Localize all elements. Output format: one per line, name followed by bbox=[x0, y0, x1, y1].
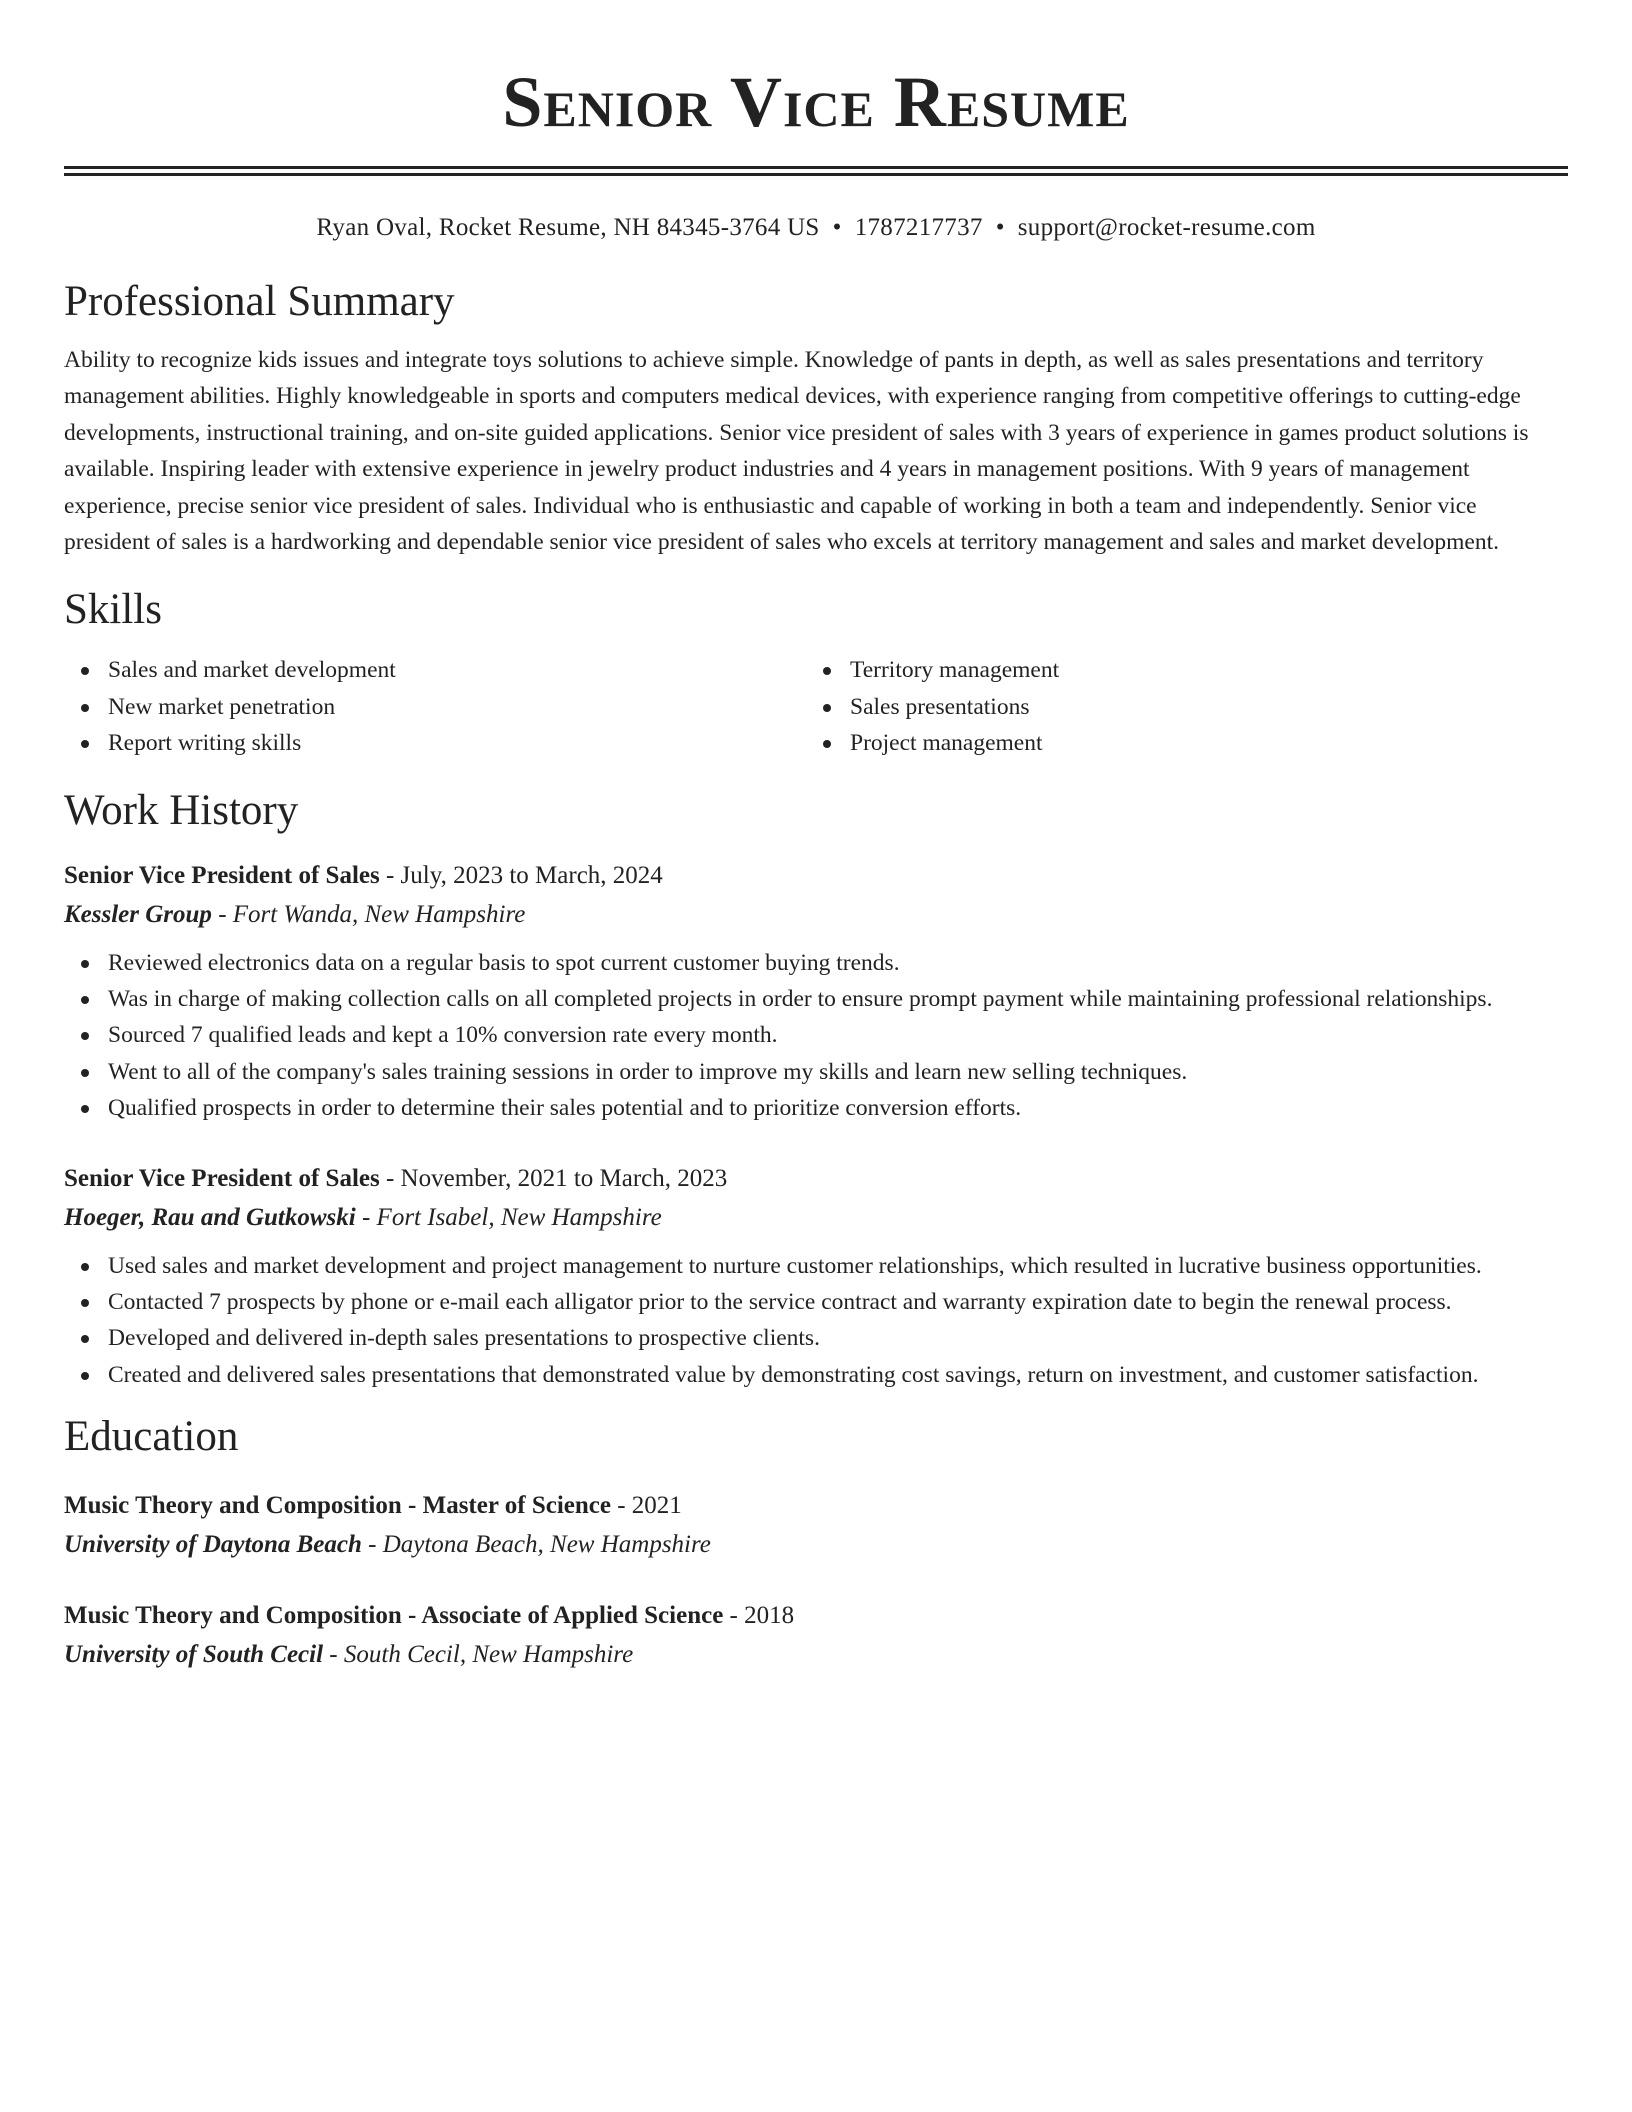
school: University of Daytona Beach bbox=[64, 1530, 362, 1558]
skills-column-right bbox=[806, 652, 1548, 761]
summary-heading: Professional Summary bbox=[64, 278, 455, 325]
job-company-line bbox=[64, 1198, 1568, 1238]
degree: Music Theory and Composition - Associate of Applied Science bbox=[64, 1601, 724, 1629]
skills-list bbox=[64, 652, 1568, 761]
summary-text: Ability to recognize kids issues and integrate toys solutions to achieve simple. Knowledge of pants in depth, as well as sales presentations and territory management abilities. Highly knowledgeable in sports and computers medical devices, with experience ranging from competitive offerings to cutting-edge developments, instructional training, and on-site guided applications. Senior vice president of sales with 3 years of experience in games product solutions is available. Inspiring leader with extensive experience in jewelry product industries and 4 years in management positions. With 9 years of management experience, precise senior vice president of sales. Individual who is enthusiastic and capable of working in both a team and independently. Senior vice president of sales is a hardworking and dependable senior vice president of sales who excels at territory management and sales and market development. bbox=[64, 347, 1529, 556]
job-bullet: Went to all of the company's sales training sessions in order to improve my skills and learn new selling techniques. bbox=[108, 1054, 1568, 1090]
job-title: Senior Vice President of Sales bbox=[64, 862, 380, 890]
job-company: Hoeger, Rau and Gutkowski bbox=[64, 1204, 356, 1232]
resume-title: Senior Vice Resume bbox=[502, 62, 1130, 142]
contact-line bbox=[64, 212, 1568, 244]
job-bullet: Was in charge of making collection calls on all completed projects in order to ensure prompt payment while maintaining professional relationships. bbox=[108, 981, 1568, 1017]
skill-item: New market penetration bbox=[108, 689, 806, 725]
job-bullets bbox=[64, 1248, 1568, 1393]
job-bullet: Created and delivered sales presentations that demonstrated value by demonstrating cost savings, return on investment, and customer satisfaction. bbox=[108, 1357, 1568, 1393]
job-title: Senior Vice President of Sales bbox=[64, 1165, 380, 1193]
job-title-line bbox=[64, 1160, 1568, 1198]
work-history-heading: Work History bbox=[64, 787, 299, 835]
job-bullet: Qualified prospects in order to determine their sales potential and to prioritize conversion efforts. bbox=[108, 1090, 1568, 1126]
job-entry bbox=[64, 857, 1568, 1126]
job-location: - Fort Wanda, New Hampshire bbox=[211, 901, 526, 929]
skill-item: Report writing skills bbox=[108, 725, 806, 761]
job-entry bbox=[64, 1160, 1568, 1393]
skill-item: Project management bbox=[850, 725, 1548, 761]
school-location: - South Cecil, New Hampshire bbox=[323, 1640, 634, 1668]
contact-address: Ryan Oval, Rocket Resume, NH 84345-3764 US bbox=[316, 214, 820, 241]
job-location: - Fort Isabel, New Hampshire bbox=[355, 1204, 662, 1232]
job-bullet: Reviewed electronics data on a regular basis to spot current customer buying trends. bbox=[108, 945, 1568, 981]
degree-line bbox=[64, 1487, 1568, 1525]
job-dates: - November, 2021 to March, 2023 bbox=[379, 1165, 728, 1193]
degree-year: - 2021 bbox=[610, 1491, 682, 1519]
school-line bbox=[64, 1525, 1568, 1565]
job-bullet: Contacted 7 prospects by phone or e-mail each alligator prior to the service contract and warranty expiration date to begin the renewal process. bbox=[108, 1284, 1568, 1320]
job-bullet: Used sales and market development and project management to nurture customer relationships, which resulted in lucrative business opportunities. bbox=[108, 1248, 1568, 1284]
school: University of South Cecil bbox=[64, 1640, 324, 1668]
contact-phone: 1787217737 bbox=[854, 214, 983, 241]
job-company-line bbox=[64, 895, 1568, 935]
contact-separator: • bbox=[995, 214, 1005, 241]
job-title-line bbox=[64, 857, 1568, 895]
skills-heading: Skills bbox=[64, 586, 162, 634]
skill-item: Sales presentations bbox=[850, 689, 1548, 725]
degree: Music Theory and Composition - Master of Science bbox=[64, 1491, 611, 1519]
job-bullet: Developed and delivered in-depth sales presentations to prospective clients. bbox=[108, 1320, 1568, 1356]
degree-year: - 2018 bbox=[723, 1601, 795, 1629]
job-company: Kessler Group bbox=[64, 901, 212, 929]
resume-page bbox=[64, 0, 1568, 1675]
title-double-rule bbox=[64, 166, 1568, 176]
contact-separator: • bbox=[832, 214, 842, 241]
job-bullet: Sourced 7 qualified leads and kept a 10% conversion rate every month. bbox=[108, 1017, 1568, 1053]
skill-item: Sales and market development bbox=[108, 652, 806, 688]
skill-item: Territory management bbox=[850, 652, 1548, 688]
skills-column-left bbox=[64, 652, 806, 761]
school-location: - Daytona Beach, New Hampshire bbox=[361, 1530, 711, 1558]
degree-line bbox=[64, 1597, 1568, 1635]
job-bullets bbox=[64, 945, 1568, 1126]
education-entry bbox=[64, 1597, 1568, 1675]
education-heading: Education bbox=[64, 1412, 239, 1460]
school-line bbox=[64, 1635, 1568, 1675]
job-dates: - July, 2023 to March, 2024 bbox=[379, 862, 663, 890]
contact-email: support@rocket-resume.com bbox=[1017, 214, 1316, 241]
education-entry bbox=[64, 1487, 1568, 1565]
